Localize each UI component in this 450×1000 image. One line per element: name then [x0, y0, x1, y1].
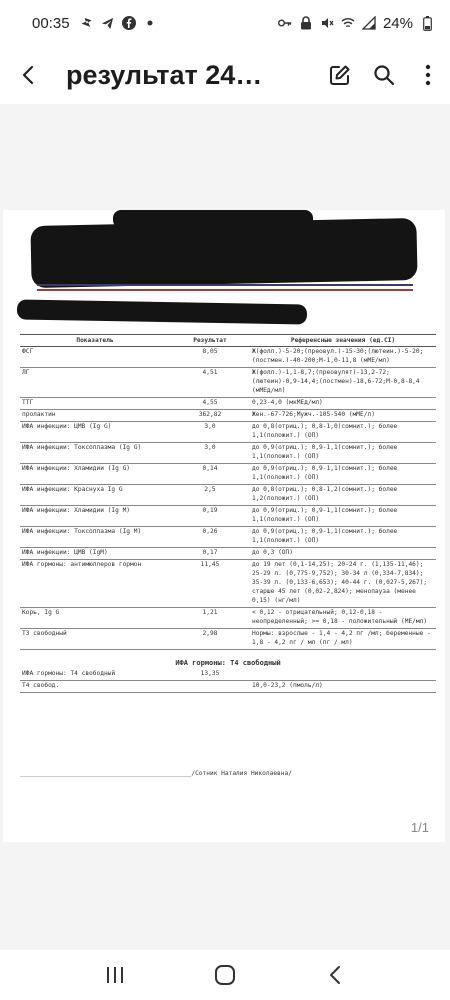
system-icons — [278, 15, 434, 32]
row-parameter: ИФА инфекции: Хламидии (Ig G) — [20, 463, 170, 484]
row-result: 2,98 — [170, 628, 250, 649]
table-row — [20, 680, 436, 692]
row-reference: до 0,8(отриц.); 0,8-1,0(сомнит.); более 1,1(положит.) (ОП) — [250, 421, 436, 442]
column-header: Результат — [170, 335, 250, 347]
row-result: 0,26 — [170, 526, 250, 547]
row-reference: Нормы: взрослые - 1,4 - 4,2 пг /мл; беременные - 1,8 - 4,2 пг / мл (пг / мл) — [250, 628, 436, 649]
table-header-row — [20, 335, 436, 347]
table-row — [20, 547, 436, 559]
table-row — [20, 484, 436, 505]
row-result: 1,21 — [170, 607, 250, 628]
signature-line: ______________________________________________/Сотник Наталия Николаевна/ — [20, 770, 292, 777]
header-divider-dark — [37, 284, 413, 286]
row-reference: до 0,3 (ОП) — [250, 547, 436, 559]
more-vert-icon — [425, 64, 431, 86]
recent-apps-button[interactable] — [95, 955, 135, 995]
row-parameter: ИФА инфекции: Токсоплазма (Ig M) — [20, 526, 170, 547]
row-reference: до 0,9(отриц.); 0,9-1,1(сомнит.); более 1,1(положит.) (ОП) — [250, 442, 436, 463]
row-reference: Жен.-67-726;Мужч.-105-540 (мМЕ/л) — [250, 409, 436, 421]
wifi-icon — [341, 16, 355, 30]
row-result: 11,45 — [170, 559, 250, 607]
row-result: 4,55 — [170, 397, 250, 409]
results-table — [20, 334, 436, 693]
column-header: Референсные значения (ед.CI) — [250, 335, 436, 347]
row-parameter: ИФА инфекции: Краснуха Ig G — [20, 484, 170, 505]
lock-icon — [299, 16, 313, 30]
redacted-patient-line — [17, 299, 307, 324]
row-reference: до 0,8(отриц.); 0,8-1,2(сомнит.); более 1,2(положит.) (ОП) — [250, 484, 436, 505]
row-reference: Ж(фолл.)-5-20;(преовул.)-15-30;(лютеин.)-5-20;(постмен.)-40-200;М-1,0-11,8 (мМЕ/мл) — [250, 347, 436, 368]
header-divider-red — [37, 289, 413, 291]
row-parameter: ИФА инфекции: ЦМВ (IgM) — [20, 547, 170, 559]
row-reference: до 0,9(отриц.); 0,9-1,1(сомнит.); более 1,1(положит.) (ОП) — [250, 526, 436, 547]
row-parameter: Т3 свободный — [20, 628, 170, 649]
redacted-header-strip — [113, 210, 313, 228]
table-row — [20, 421, 436, 442]
table-row — [20, 669, 436, 680]
download-icon — [80, 16, 94, 30]
row-reference: < 0,12 - отрицательный; 0,12-0,18 - неопределенный; >= 0,18 - положительный (МЕ/мл) — [250, 607, 436, 628]
row-result: 362,82 — [170, 409, 250, 421]
key-icon — [278, 16, 292, 30]
row-reference: Ж(фолл.)-1,1-8,7;(преовулят)-13,2-72;(лютеин)-0,9-14,4;(постмен)-18,6-72;М-0,8-8,4 (мМЕд/мл) — [250, 367, 436, 397]
row-result: 3,0 — [170, 421, 250, 442]
back-button[interactable] — [0, 46, 58, 104]
facebook-icon — [122, 16, 136, 30]
more-notifications-dot-icon — [143, 16, 157, 30]
row-result — [170, 680, 250, 692]
table-row — [20, 442, 436, 463]
mute-icon — [320, 16, 334, 30]
row-result: 4,51 — [170, 367, 250, 397]
row-parameter: ФСГ — [20, 347, 170, 368]
table-row — [20, 628, 436, 649]
row-parameter: ИФА инфекции: Хламидии (Ig M) — [20, 505, 170, 526]
document-viewer[interactable] — [0, 104, 450, 950]
table-row — [20, 367, 436, 397]
row-result: 2,5 — [170, 484, 250, 505]
row-parameter: ИФА инфекции: ЦМВ (Ig G) — [20, 421, 170, 442]
row-reference: 0,23-4,0 (мкМЕд/мл) — [250, 397, 436, 409]
search-icon — [372, 63, 396, 87]
table-row — [20, 559, 436, 607]
home-icon — [214, 964, 236, 986]
table-row — [20, 463, 436, 484]
table-row — [20, 526, 436, 547]
nav-back-button[interactable] — [315, 955, 355, 995]
row-result: 13,35 — [170, 669, 250, 680]
row-parameter: ТТГ — [20, 397, 170, 409]
row-result: 0,17 — [170, 547, 250, 559]
row-parameter: ИФА гормоны: антимюллеров гормон — [20, 559, 170, 607]
page-number: 1/1 — [410, 820, 429, 835]
section-row — [20, 649, 436, 669]
home-button[interactable] — [205, 955, 245, 995]
edit-button[interactable] — [318, 53, 362, 97]
status-time: 00:35 — [32, 14, 70, 32]
page-title: результат 24… — [66, 59, 263, 90]
edit-icon — [328, 63, 352, 87]
row-reference: до 0,9(отриц.); 0,9-1,1(сомнит.); более 1,1(положит.) (ОП) — [250, 505, 436, 526]
table-row — [20, 505, 436, 526]
column-header: Показатель — [20, 335, 170, 347]
row-reference: до 0,9(отриц.); 0,9-1,1(сомнит.); более 1,1(положит.) (ОП) — [250, 463, 436, 484]
row-reference — [250, 669, 436, 680]
recent-apps-icon — [105, 966, 125, 984]
table-row — [20, 409, 436, 421]
section-title: ИФА гормоны: Т4 свободный — [175, 658, 281, 667]
back-arrow-icon — [18, 64, 40, 86]
row-parameter: ИФА гормоны: Т4 свободный — [20, 669, 170, 680]
row-parameter: ЛГ — [20, 367, 170, 397]
row-reference: до 19 лет (0,1-14,25); 20-24 г. (1,135-11,46); 25-29 л. (0,775-9,752); 30-34 л (0,334-7,834); 35-39 л. (0,133-6,653); 40-44 г. (0,027-5,267); старше 45 лет (0,02-2,824); менопауза (менее 0,15) (нг/мл) — [250, 559, 436, 607]
battery-percent: 24% — [382, 14, 413, 32]
telegram-icon — [101, 16, 115, 30]
more-options-button[interactable] — [406, 53, 450, 97]
document-page — [3, 210, 445, 842]
row-parameter: Т4 свобод. — [20, 680, 170, 692]
table-row — [20, 607, 436, 628]
row-parameter: пролактин — [20, 409, 170, 421]
row-result: 8,05 — [170, 347, 250, 368]
status-bar — [0, 0, 450, 46]
table-row — [20, 397, 436, 409]
system-nav-bar — [0, 950, 450, 1000]
row-reference: 10,0-23,2 (пмоль/л) — [250, 680, 436, 692]
table-row — [20, 347, 436, 368]
nav-back-icon — [328, 965, 342, 985]
redacted-header — [30, 218, 417, 288]
row-result: 0,19 — [170, 505, 250, 526]
row-result: 3,0 — [170, 442, 250, 463]
search-button[interactable] — [362, 53, 406, 97]
signal-icon — [362, 16, 376, 30]
battery-icon — [420, 16, 434, 30]
notification-icons — [80, 16, 157, 30]
row-result: 0,14 — [170, 463, 250, 484]
row-parameter: ИФА инфекции: Токсоплазма (Ig G) — [20, 442, 170, 463]
app-bar — [0, 46, 450, 104]
row-parameter: Корь, Ig G — [20, 607, 170, 628]
